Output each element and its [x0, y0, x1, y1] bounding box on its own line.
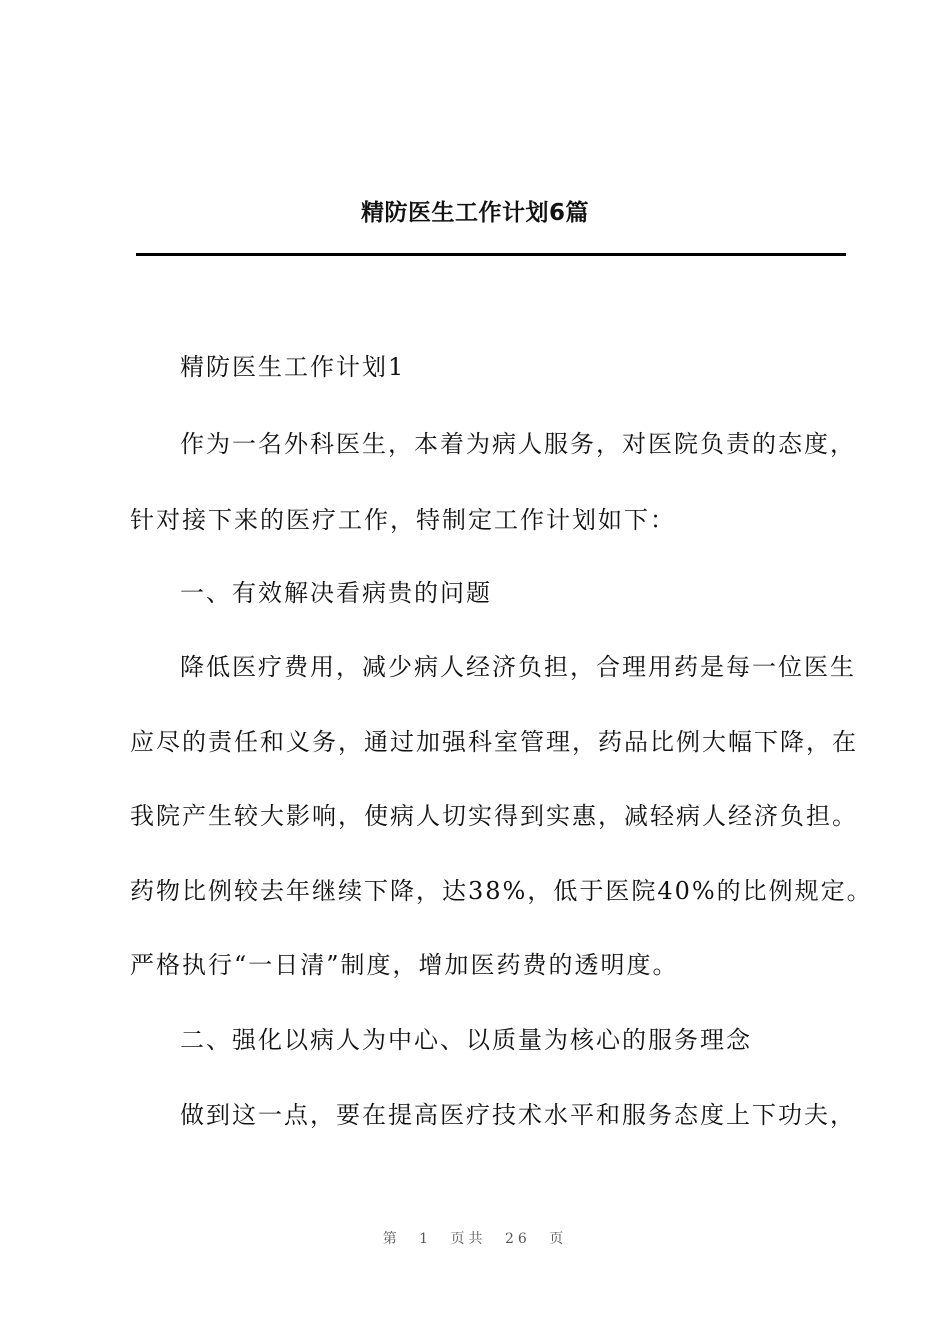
section-heading: 精防医生工作计划1	[180, 353, 406, 381]
page-footer: 第 1 页共 26 页	[382, 1231, 568, 1247]
paragraph-line: 严格执行“一日清”制度，增加医药费的透明度。	[130, 951, 679, 979]
paragraph-line: 我院产生较大影响，使病人切实得到实惠，减轻病人经济负担。	[130, 802, 858, 830]
paragraph-line: 针对接下来的医疗工作，特制定工作计划如下：	[130, 506, 676, 534]
paragraph-line: 降低医疗费用，减少病人经济负担，合理用药是每一位医生	[180, 653, 856, 681]
paragraph-line: 药物比例较去年继续下降，达38%，低于医院40%的比例规定。	[130, 877, 873, 905]
section-heading: 二、强化以病人为中心、以质量为核心的服务理念	[180, 1026, 752, 1054]
paragraph-line: 应尽的责任和义务，通过加强科室管理，药品比例大幅下降，在	[130, 728, 858, 756]
section-heading: 一、有效解决看病贵的问题	[180, 579, 492, 607]
paragraph-line: 作为一名外科医生，本着为病人服务，对医院负责的态度，	[180, 430, 856, 458]
title-underline	[136, 253, 846, 256]
paragraph-line: 做到这一点，要在提高医疗技术水平和服务态度上下功夫，	[180, 1101, 856, 1129]
document-title: 精防医生工作计划6篇	[360, 200, 589, 226]
